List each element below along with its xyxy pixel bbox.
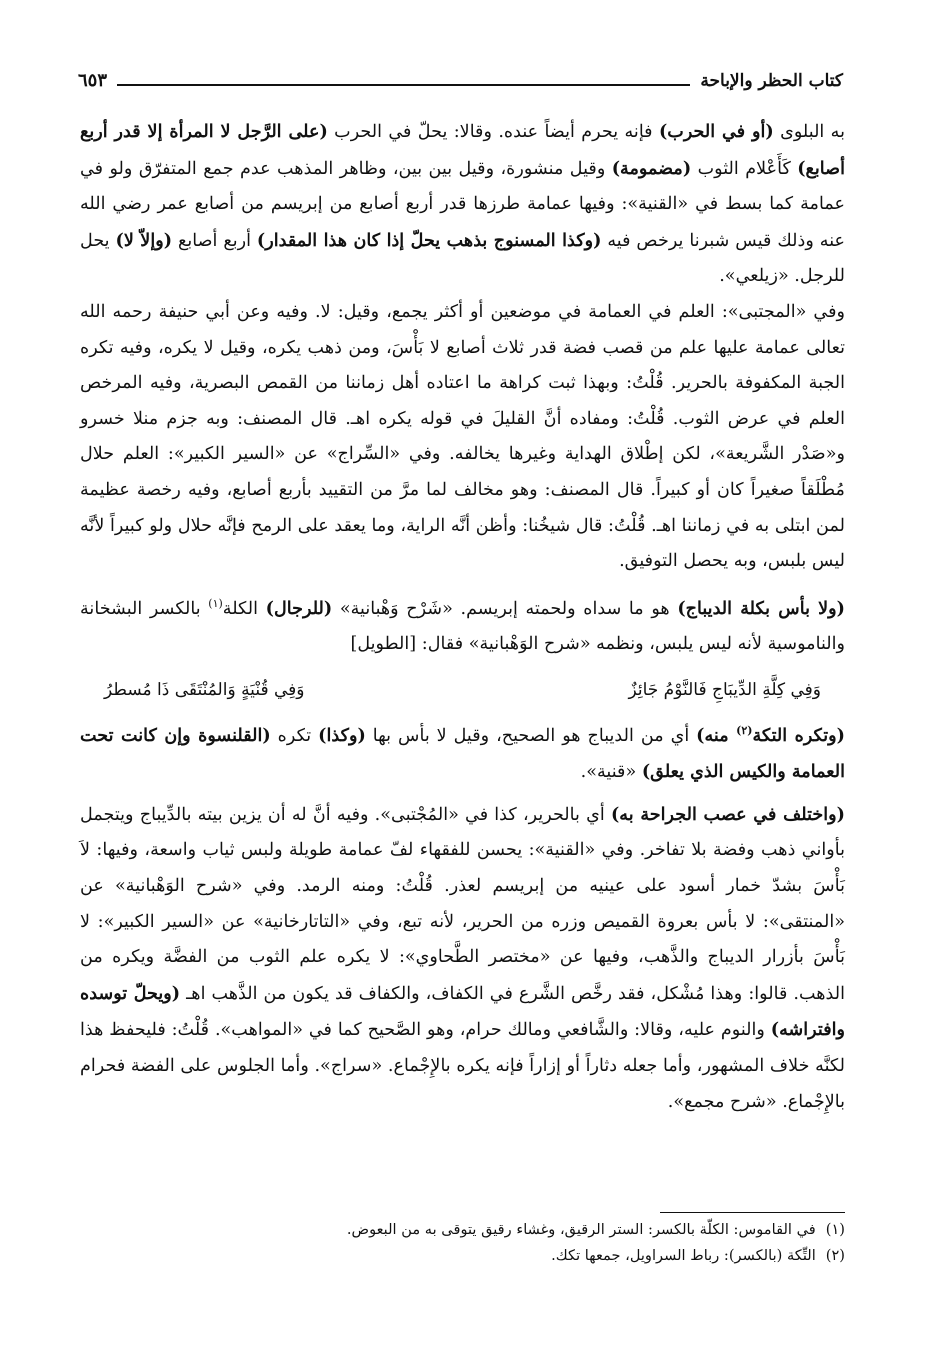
- matn-text: (وإلاّ لا): [115, 229, 173, 251]
- verse-first-hemistich: وَفِي كِلَّةِ الدِّيبَاجِ فَالنَّوْمُ جَائِزٌ: [628, 679, 821, 700]
- main-text: [80, 114, 845, 1120]
- commentary-text: هو ما سداه ولحمته إبريسم. «شَرْح وَهْبانية»: [332, 598, 678, 619]
- commentary-text: كَأَعْلام الثوب: [691, 158, 798, 179]
- matn-text: منه): [696, 724, 737, 746]
- footnote-text: في القاموس: الكلّة بالكسر: الستر الرقيق، وغشاء رقيق يتوقى به من البعوض.: [346, 1221, 816, 1238]
- matn-text: (للرجال): [265, 597, 333, 619]
- paragraph-2: وفي «المجتبى»: العلم في العمامة في موضعين أو أكثر يجمع، وقيل: لا. وفيه وعن أبي حنيفة رحمه الله تعالى عمامة عليها علم من قصب فضة قدر ثلاث أصابع لا بَأْسَ، ومن ذهب يكره، وقيل لا يكره، وفيه تكره الجبة المكفوفة بالحرير. قُلْتُ: وبهذا ثبت كراهة ما اعتاده أهل زماننا من القمص البصرية، وفيه المرخص العلم في عرض الثوب. قُلْتُ: ومفاده أنَّ القليلَ في قوله يكره اهـ. قال المصنف: وبه جزم منلا خسرو و«صَدْر الشَّريعة»، لكن إطْلاق الهداية وغيرها يخالفه. وفي «السِّراج» عن «السير الكبير»: العلم حلال مُطْلَقاً صغيراً كان أو كبيراً. قال المصنف: وهو مخالف لما مرَّ من التقييد بأربع أصابع، وفيه رخصة عظيمة لمن ابتلى به في زماننا اهـ. قُلْتُ: قال شيخُنا: وأظن أنَّه الراية، وما يعقد على الرمح فإنَّه حلال ولو كبيراً لأنَّه ليس بلبس، وبه يحصل التوفيق.: [80, 301, 845, 572]
- matn-text: (واختلف في عصب الجراحة به): [610, 803, 846, 825]
- paragraph-3: [80, 586, 845, 663]
- page-number: ٦٥٣: [78, 70, 108, 91]
- footnote-number: (٢): [825, 1247, 845, 1264]
- matn-text: (مضمومة): [611, 157, 692, 179]
- paragraph-5: [80, 797, 845, 1120]
- matn-text: (ويحلّ توسده وافتراشه): [80, 982, 845, 1041]
- verse-second-hemistich: وَفِي قُنْيَةٍ وَالمُنْتَقَى ذَا مُسطرُ: [104, 679, 305, 700]
- footnote-marker: (١): [208, 596, 223, 610]
- commentary-text: بالكسر البشخانة والناموسية لأنه ليس يلبس، ونظمه «شرح الوَهْبانية» فقال: [الطويل]: [80, 598, 845, 655]
- footnote-2: [80, 1243, 845, 1269]
- footnote-1: [80, 1217, 845, 1243]
- commentary-text: تكره: [270, 725, 319, 746]
- commentary-text: يحل للرجل. «زيلعي».: [80, 230, 845, 287]
- commentary-text: به البلوى: [773, 122, 845, 142]
- commentary-text: أي بالحرير، كذا في «المُجْتبى». وفيه أنَّ له أن يزين بيته بالدِّيباج ويتجمل بأواني ذهب وفضة بلا تفاخر. وفي «القنية»: يحسن للفقهاء لفّ عمامة طويلة ولبس ثياب واسعة، وفيها: لاَ بَأْسَ بشدّ خمار أسود على عينيه من إبريسم لعذر. قُلْتُ: ومنه الرمد. وفي «شرح الوَهْبانية» عن «المنتقى»: لا بأس بعروة القميص وزره من الحرير، لأنه تبع، وفي «التاتارخانية» عن «السير الكبير»: لا بَأْسَ بأزرار الديباج والذَّهب، وفيها عن «مختصر الطَّحاوي»: لا يكره علم الثوب من الفضَّة ويكره من الذهب. قالوا: وهذا مُشْكل، فقد رخَّص الشَّرع في الكفاف، والكفاف قد يكون من الذَّهب اهـ: [80, 804, 845, 1004]
- footnote-rule: [660, 1212, 845, 1213]
- commentary-text: والنوم عليه، وقالا: والشَّافعي ومالك حرام، وهو الصَّحيح كما في «المواهب». قُلْتُ: فليحفظ هذا لكنَّه خلاف المشهور، وأما جعله دثاراً أو إزاراً فإنه يكره بالإِجْماع. «سراج». وأما الجلوس على الفضة فحرام بالإِجْماع. «شرح مجمع».: [80, 1020, 845, 1112]
- matn-text: (وتكره التكة: [752, 724, 845, 746]
- commentary-text: الكلة: [222, 598, 266, 619]
- commentary-text: أي من الديباج هو الصحيح، وقيل لا بأس بها: [365, 725, 697, 746]
- paragraph-4: [80, 713, 845, 791]
- matn-text: (أو في الحرب): [658, 121, 774, 142]
- commentary-text: «قنية».: [580, 762, 642, 783]
- matn-text: (وكذا): [318, 724, 366, 746]
- matn-text: (ولا بأس بكلة الديباج): [677, 597, 845, 619]
- footnotes: [80, 1212, 845, 1269]
- matn-text: (القلنسوة وإن كانت تحت العمامة والكيس الذي يعلق): [80, 724, 845, 783]
- commentary-text: أربع أصابع: [172, 230, 257, 251]
- matn-text: (على الرَّجل لا المرأة إلا قدر أربع أصابع): [80, 121, 845, 179]
- footnote-number: (١): [825, 1221, 845, 1238]
- footnote-text: التِّكة (بالكسر): رباط السراويل، جمعها تكك.: [551, 1247, 816, 1264]
- footnote-marker: (٢): [736, 723, 753, 737]
- running-title: كتاب الحظر والإباحة: [700, 71, 843, 91]
- verse-line: [104, 669, 821, 711]
- page-header: [78, 62, 843, 96]
- commentary-text: وقيل منشورة، وقيل بين بين، وظاهر المذهب عدم جمع المتفرّق ولو في عمامة كما بسط في «القنية»: وفيها عمامة طرزها قدر أربع أصابع من إبريسم من أصابع عمر رضي الله عنه وذلك قيس شبرنا يرخص فيه: [80, 158, 846, 251]
- matn-text: (وكذا المسنوج بذهب يحلّ إذا كان هذا المقدار): [256, 229, 602, 251]
- header-rule: [117, 84, 690, 86]
- commentary-text: فإنه يحرم أيضاً عنده. وقالا: يحلّ في الحرب: [327, 122, 659, 142]
- paragraph-1: [80, 114, 845, 295]
